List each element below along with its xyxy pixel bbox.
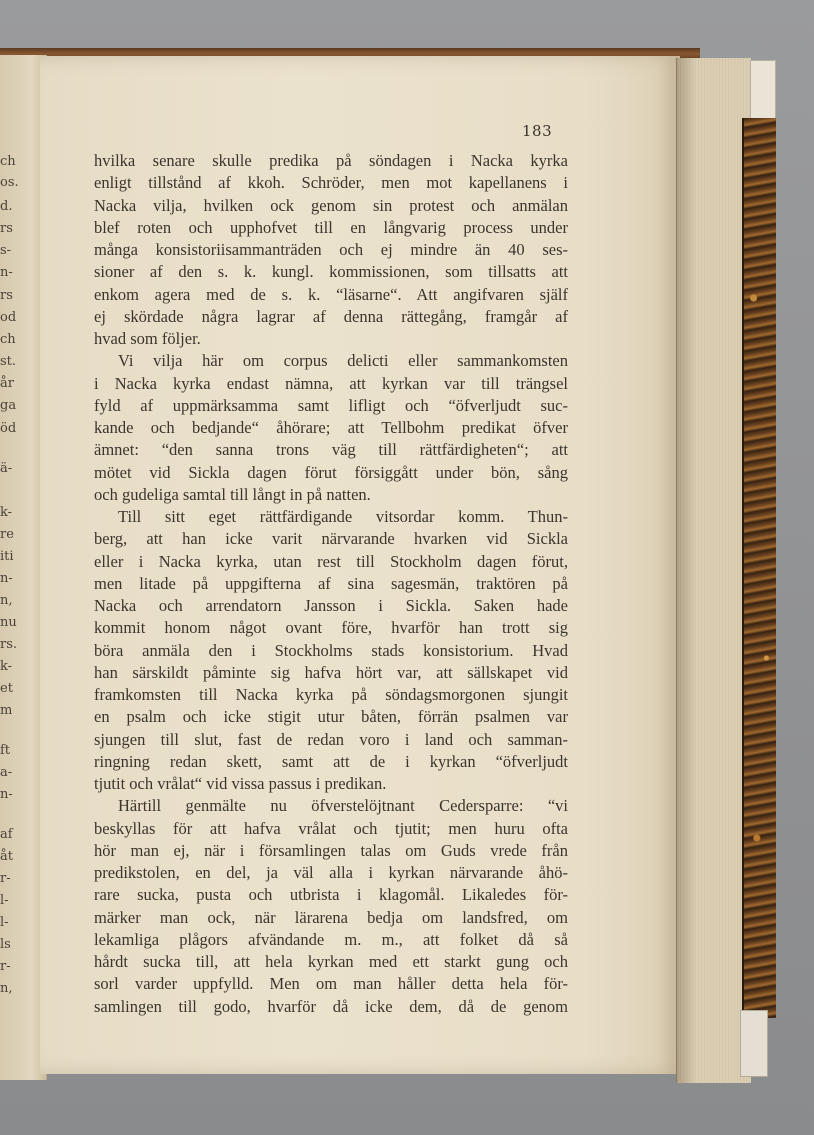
previous-page-fragment: ch — [0, 154, 16, 169]
text-line: kommit honom något ovant före, hvarför han trott sig — [94, 618, 568, 638]
previous-page-fragment: n, — [0, 981, 13, 996]
previous-page-fragment: re — [0, 527, 14, 542]
text-line: enkom agera med de s. k. “läsarne“. Att angifvaren själf — [94, 284, 568, 304]
text-line: Nacka vilja, hvilken ock genom sin protest och anmälan — [94, 195, 568, 215]
previous-page-fragment: ch — [0, 332, 16, 347]
previous-page-fragment: l- — [0, 893, 9, 908]
text-line: ämnet: “den sanna trons väg till rättfärdigheten“; att — [94, 440, 568, 460]
previous-page-fragment: l- — [0, 915, 9, 930]
text-line: framkomsten till Nacka kyrka på söndagsmorgonen sjungit — [94, 685, 568, 704]
text-line: tjutit och vrålat“ vid vissa passus i predikan. — [94, 774, 387, 793]
text-line: många konsistoriisammanträden och ej mindre än 40 ses- — [94, 240, 568, 259]
text-line: eller i Nacka kyrka, utan rest till Stockholm dagen förut, — [94, 551, 568, 571]
previous-page-fragment: iti — [0, 549, 14, 564]
previous-page-fragment: st. — [0, 354, 17, 369]
previous-page-fragment: ls — [0, 937, 11, 952]
text-line: Till sitt eget rättfärdigande vitsordar komm. Thun- — [118, 507, 568, 526]
previous-page-fragment: öd — [0, 421, 17, 436]
text-line: Vi vilja här om corpus delicti eller sammankomsten — [118, 351, 568, 371]
text-line: lekamliga plågors afvändande m. m., att folket då så — [94, 929, 568, 949]
previous-page-fragment: d. — [0, 199, 13, 214]
previous-page-fragment: af — [0, 827, 13, 842]
text-line: hör man ej, när i församlingen talas om Guds vrede från — [94, 840, 568, 860]
text-line: sjungen till slut, fast de redan voro i land och samman- — [94, 729, 568, 749]
text-line: blef roten och upphofvet till en långvarig process under — [94, 217, 568, 237]
text-line: böra anmäla den i Stockholms stads konsistorium. Hvad — [94, 640, 568, 660]
text-line: märker man ock, när lärarena bedja om landsfred, om — [94, 907, 568, 927]
endpaper-bottom — [740, 1010, 768, 1077]
previous-page-fragment: n- — [0, 265, 13, 280]
text-line: sorl varder uppfylld. Men om man håller detta hela för- — [94, 974, 568, 994]
previous-page-fragment: k- — [0, 659, 13, 674]
text-line: rare sucka, pusta och utbrista i klagomål. Likaledes för- — [94, 885, 568, 905]
text-line: enligt tillstånd af kkoh. Schröder, men mot kapellanens i — [94, 173, 568, 193]
previous-page-fragment: rs. — [0, 637, 18, 652]
text-line: och gudeliga samtal till långt in på natten. — [94, 484, 371, 504]
body-text — [94, 150, 568, 1018]
endpaper-top — [750, 60, 776, 127]
marbled-cover-edge — [742, 118, 776, 1018]
text-line: hvad som följer. — [94, 329, 201, 348]
previous-page-fragment: åt — [0, 849, 13, 864]
previous-page-fragment: a- — [0, 765, 13, 780]
text-line: samlingen till godo, hvarför då icke dem, då de genom — [94, 996, 568, 1016]
previous-page-fragment: ft — [0, 743, 11, 758]
previous-page-fragment: rs — [0, 221, 13, 236]
previous-page-fragment: os. — [0, 175, 19, 190]
previous-page-fragment: ä- — [0, 461, 13, 476]
text-line: berg, att han icke varit närvarande hvarken vid Sickla — [94, 529, 568, 549]
previous-page-fragment: od — [0, 310, 17, 325]
text-line: Härtill genmälte nu öfverstelöjtnant Cedersparre: “vi — [118, 796, 568, 816]
text-line: sioner af den s. k. kungl. kommissionen, som tillsatts att — [94, 262, 568, 282]
previous-page-fragment: nu — [0, 615, 17, 630]
previous-page-fragment: n, — [0, 593, 13, 608]
text-line: i Nacka kyrka endast nämna, att kyrkan var till trängsel — [94, 373, 568, 393]
page-gutter-shadow — [676, 58, 696, 1083]
previous-page-fragment: et — [0, 681, 13, 696]
previous-page-fragment: år — [0, 376, 14, 391]
previous-page-fragment: r- — [0, 871, 11, 886]
text-line: ej skördade några lagrar af denna rättegång, framgår af — [94, 306, 568, 326]
previous-page-fragment: n- — [0, 571, 13, 586]
text-line: men litade på uppgifterna af sina sagesmän, traktören på — [94, 573, 568, 593]
text-line: en psalm och icke stigit utur båten, förrän psalmen var — [94, 707, 568, 727]
previous-page-fragment: rs — [0, 288, 13, 303]
text-line: fyld af uppmärksamma samt lifligt och “öfverljudt suc- — [94, 395, 568, 415]
previous-page-fragment: m — [0, 703, 13, 718]
text-line: kande och bedjande“ åhörare; att Tellbohm predikat öfver — [94, 418, 568, 437]
previous-page-fragment: s- — [0, 243, 12, 258]
text-line: hvilka senare skulle predika på söndagen i Nacka kyrka — [94, 151, 568, 170]
previous-page-fragment: k- — [0, 505, 13, 520]
text-line: predikstolen, en del, ja väl alla i kyrkan närvarande åhö- — [94, 863, 568, 882]
previous-page-fragment: n- — [0, 787, 13, 802]
page-number: 183 — [522, 122, 553, 140]
text-line: Nacka och arrendatorn Jansson i Sickla. Saken hade — [94, 596, 568, 615]
previous-page-fragment: ga — [0, 398, 17, 413]
text-line: beskyllas för att hafva vrålat och tjutit; men huru ofta — [94, 818, 568, 838]
text-line: mötet vid Sickla dagen förut försiggått under bön, sång — [94, 462, 568, 482]
previous-page-fragment: r- — [0, 959, 11, 974]
text-line: han särskildt påminte sig hafva hört var, att sällskapet vid — [94, 662, 568, 682]
text-line: ringning redan skett, samt att de i kyrkan “öfverljudt — [94, 751, 568, 771]
text-line: hårdt sucka till, att hela kyrkan med ett starkt gung och — [94, 952, 568, 971]
